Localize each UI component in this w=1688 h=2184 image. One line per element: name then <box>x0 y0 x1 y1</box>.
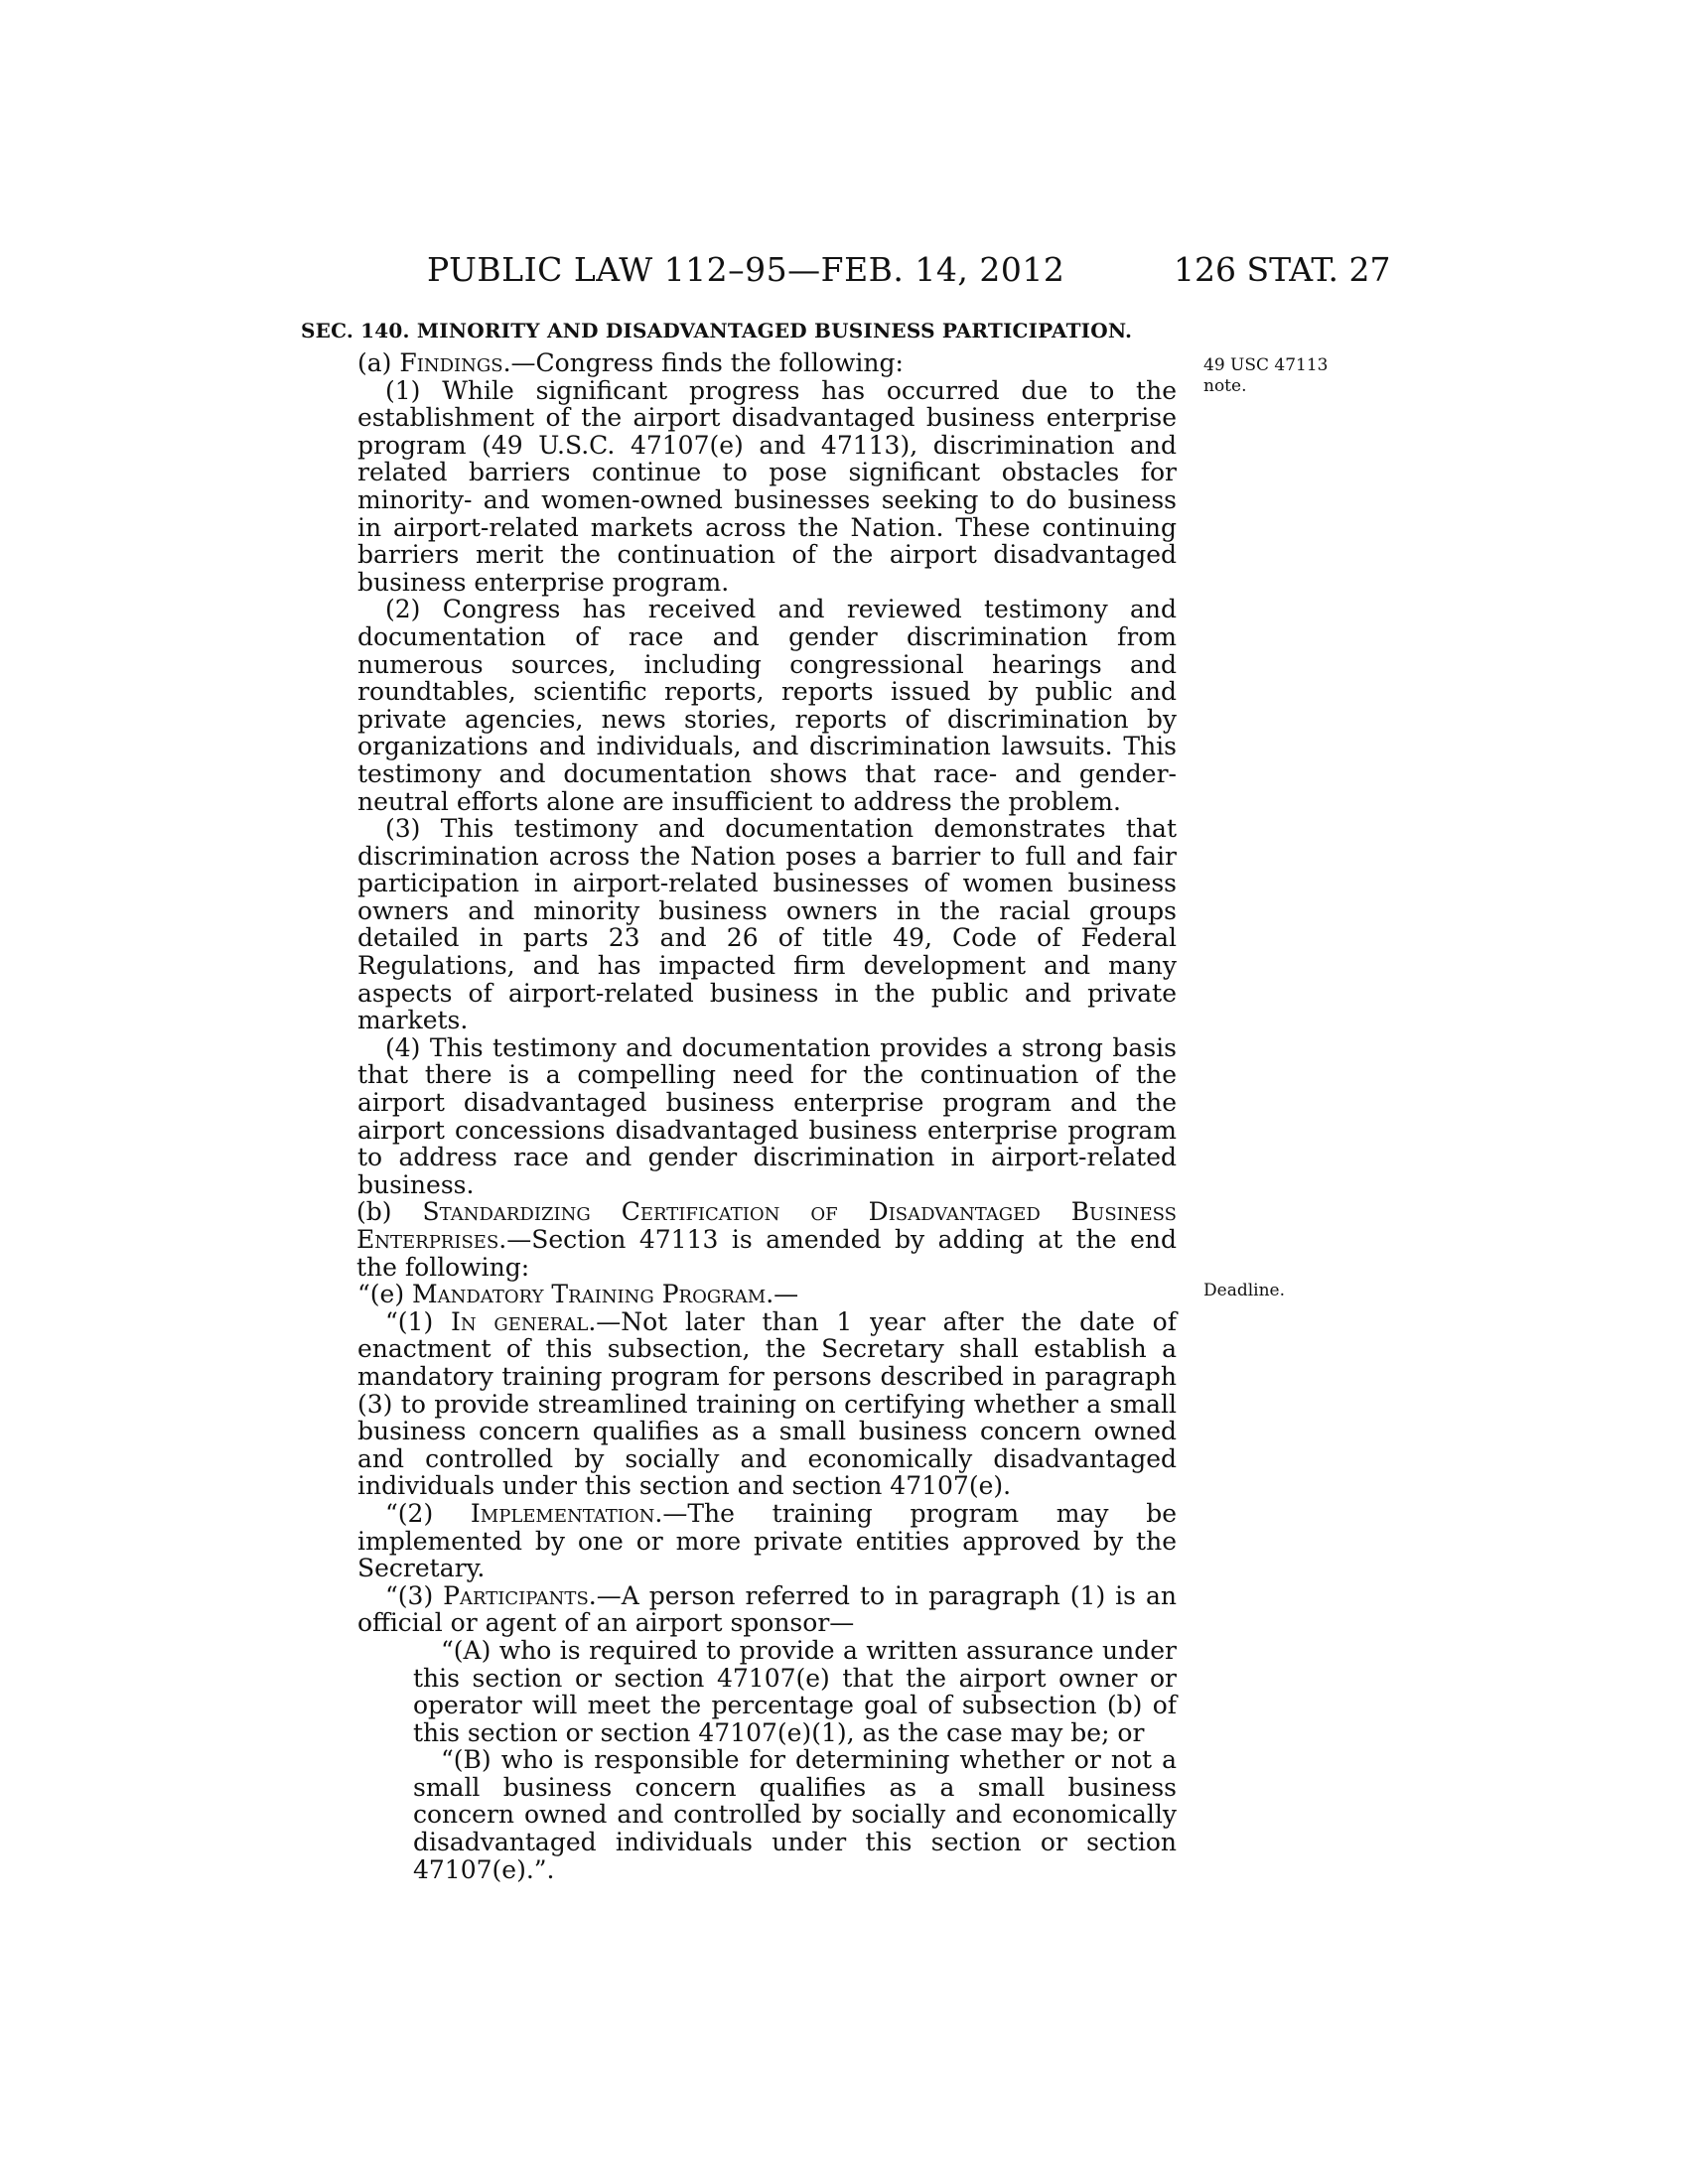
paragraph-2-caption: Implementation <box>470 1498 655 1528</box>
margin-note-usc-line2: note. <box>1203 376 1247 396</box>
subsection-a-heading <box>357 349 1177 377</box>
finding-paragraph-2: (2) Congress has received and reviewed testimony and documentation of race and gender discrimination from numerous sources, including congressional hearings and roundtables, scientific reports, reports issued by public and private agencies, news stories, reports of discrimination by organizations and individuals, and discrimination lawsuits. This testimony and documentation shows that race- and gender-neutral efforts alone are insufficient to address the problem. <box>357 595 1177 816</box>
section-heading: SEC. 140. MINORITY AND DISADVANTAGED BUSINESS PARTICIPATION. <box>301 319 1133 342</box>
margin-note-usc-line1: 49 USC 47113 <box>1203 355 1329 375</box>
subsection-b-enum: (b) <box>356 1197 423 1227</box>
subparagraph-b: “(B) who is responsible for determining whether or not a small business concern qualifies as a small business concern owned and controlled by socially and economically disadvantaged individuals under this section or section 47107(e).”. <box>413 1745 1177 1884</box>
paragraph-3-text: .—A person referred to in paragraph (1) is an official or agent of an airport sponsor— <box>357 1580 1177 1638</box>
subparagraph-a: “(A) who is required to provide a written assurance under this section or section 47107(e) that the airport owner or operator will meet the percentage goal of subsection (b) of this section or section 47107(e)(1), as the case may be; or <box>413 1635 1177 1747</box>
subsection-a-caption: Findings <box>399 348 503 377</box>
subsection-b-lead: .—Section 47113 is amended by adding at the end the following: <box>356 1225 1177 1282</box>
paragraph-2-enum: “(2) <box>385 1498 471 1528</box>
new-subsection-e-enum: “(e) <box>357 1280 413 1309</box>
paragraph-1-text: .—Not later than 1 year after the date of enactment of this subsection, the Secretary shall establish a mandatory training program for persons described in paragraph (3) to provide streamlined training on certifying whether a small business concern qualifies as a small business concern owned and controlled by socially and economically disadvantaged individuals under this section and section 47107(e). <box>357 1306 1177 1501</box>
new-subsection-e-lead: .— <box>766 1280 799 1309</box>
margin-note-deadline: Deadline. <box>1203 1281 1285 1300</box>
stat-page-citation: 126 STAT. 27 <box>1174 250 1391 289</box>
paragraph-3-enum: “(3) <box>385 1580 444 1610</box>
subsection-b-caption: Standardizing Certification of Disadvantaged Business Enterprises <box>356 1197 1177 1254</box>
finding-paragraph-4: (4) This testimony and documentation provides a strong basis that there is a compelling need for the continuation of the airport disadvantaged business enterprise program and the airport concessions disadvantaged business enterprise program to address race and gender discrimination in airport-related business. <box>357 1032 1177 1199</box>
subsection-a-lead: .—Congress finds the following: <box>502 348 904 377</box>
paragraph-3-participants <box>357 1582 1177 1637</box>
running-head: PUBLIC LAW 112–95—FEB. 14, 2012 <box>427 250 1065 289</box>
paragraph-3-caption: Participants <box>443 1580 589 1610</box>
margin-note-usc <box>1203 355 1329 397</box>
finding-paragraph-1: (1) While significant progress has occurred due to the establishment of the airport disadvantaged business enterprise program (49 U.S.C. 47107(e) and 47113), discrimination and related barriers continue to pose significant obstacles for minority- and women-owned businesses seeking to do business in airport-related markets across the Nation. These continuing barriers merit the continuation of the airport disadvantaged business enterprise program. <box>357 375 1177 597</box>
subsection-b <box>356 1198 1177 1281</box>
finding-paragraph-3: (3) This testimony and documentation demonstrates that discrimination across the Nation poses a barrier to full and fair participation in airport-related businesses of women business owners and minority business owners in the racial groups detailed in parts 23 and 26 of title 49, Code of Federal Regulations, and has impacted firm development and many aspects of airport-related business in the public and private markets. <box>357 814 1177 1035</box>
paragraph-2-implementation <box>357 1500 1177 1582</box>
paragraph-1-enum: “(1) <box>385 1306 451 1336</box>
section-body <box>357 349 1177 1883</box>
new-subsection-e-caption: Mandatory Training Program <box>412 1280 767 1309</box>
new-subsection-e-heading <box>357 1281 1177 1308</box>
paragraph-1-caption: In general <box>450 1306 589 1336</box>
paragraph-1-in-general <box>357 1308 1177 1500</box>
paragraph-2-text: .—The training program may be implemented by one or more private entities approved by the Secretary. <box>357 1498 1178 1583</box>
subsection-a-enum: (a) <box>357 348 400 377</box>
